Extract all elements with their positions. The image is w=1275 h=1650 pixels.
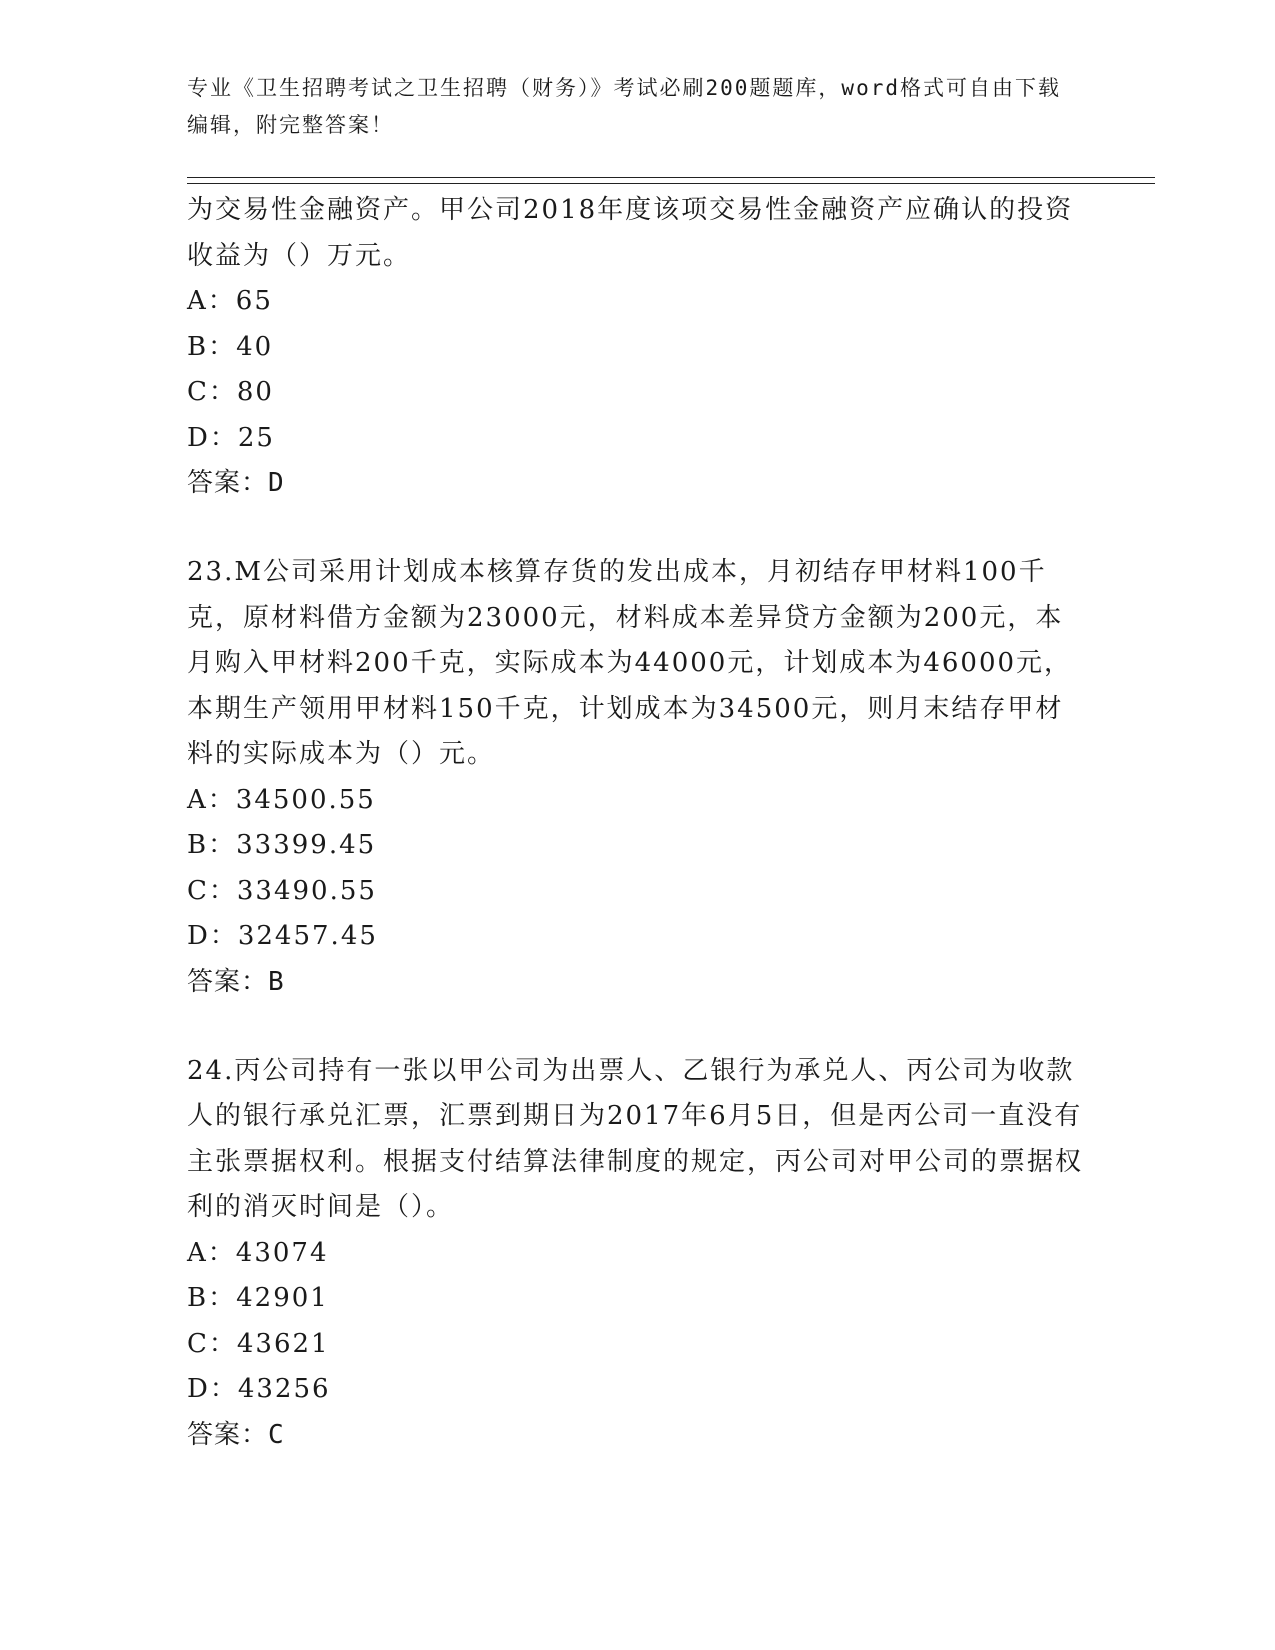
option-d: D：32457.45 xyxy=(187,921,378,951)
option-a: A：65 xyxy=(187,286,273,316)
answer-line: 答案：D xyxy=(187,468,285,498)
answer-line: 答案：C xyxy=(187,1419,285,1450)
question-block xyxy=(187,550,1087,1005)
option-c: C：80 xyxy=(187,377,274,407)
question-stem: 23.M公司采用计划成本核算存货的发出成本，月初结存甲材料100千克，原材料借方金额为23000元，材料成本差异贷方金额为200元，本月购入甲材料200千克，实际成本为44000元，计划成本为46000元，本期生产领用甲材料150千克，计划成本为34500元，则月末结存甲材料的实际成本为（）元。 xyxy=(187,557,1073,769)
option-a: A：34500.55 xyxy=(187,784,376,815)
question-stem: 24.丙公司持有一张以甲公司为出票人、乙银行为承兑人、丙公司为收款人的银行承兑汇票，汇票到期日为2017年6月5日，但是丙公司一直没有主张票据权利。根据支付结算法律制度的规定，丙公司对甲公司的票据权利的消灭时间是（）。 xyxy=(187,1055,1084,1222)
question-block xyxy=(187,1049,1087,1458)
option-c: C：33490.55 xyxy=(187,875,377,906)
option-b: B：42901 xyxy=(187,1283,329,1313)
option-d: D：43256 xyxy=(187,1374,331,1404)
option-b: B：40 xyxy=(187,331,274,362)
header-divider-top xyxy=(187,177,1155,178)
option-b: B：33399.45 xyxy=(187,830,377,860)
document-header: 专业《卫生招聘考试之卫生招聘（财务）》考试必刷200题题库，word格式可自由下载编辑，附完整答案！ xyxy=(187,76,1061,137)
option-a: A：43074 xyxy=(187,1237,329,1268)
question-block xyxy=(187,188,1087,506)
answer-line: 答案：B xyxy=(187,966,285,997)
option-c: C：43621 xyxy=(187,1328,330,1359)
question-stem: 为交易性金融资产。甲公司2018年度该项交易性金融资产应确认的投资收益为（）万元。 xyxy=(187,195,1074,271)
question-content xyxy=(187,188,1087,1458)
option-d: D：25 xyxy=(187,422,275,453)
header-divider-bottom xyxy=(187,183,1155,184)
